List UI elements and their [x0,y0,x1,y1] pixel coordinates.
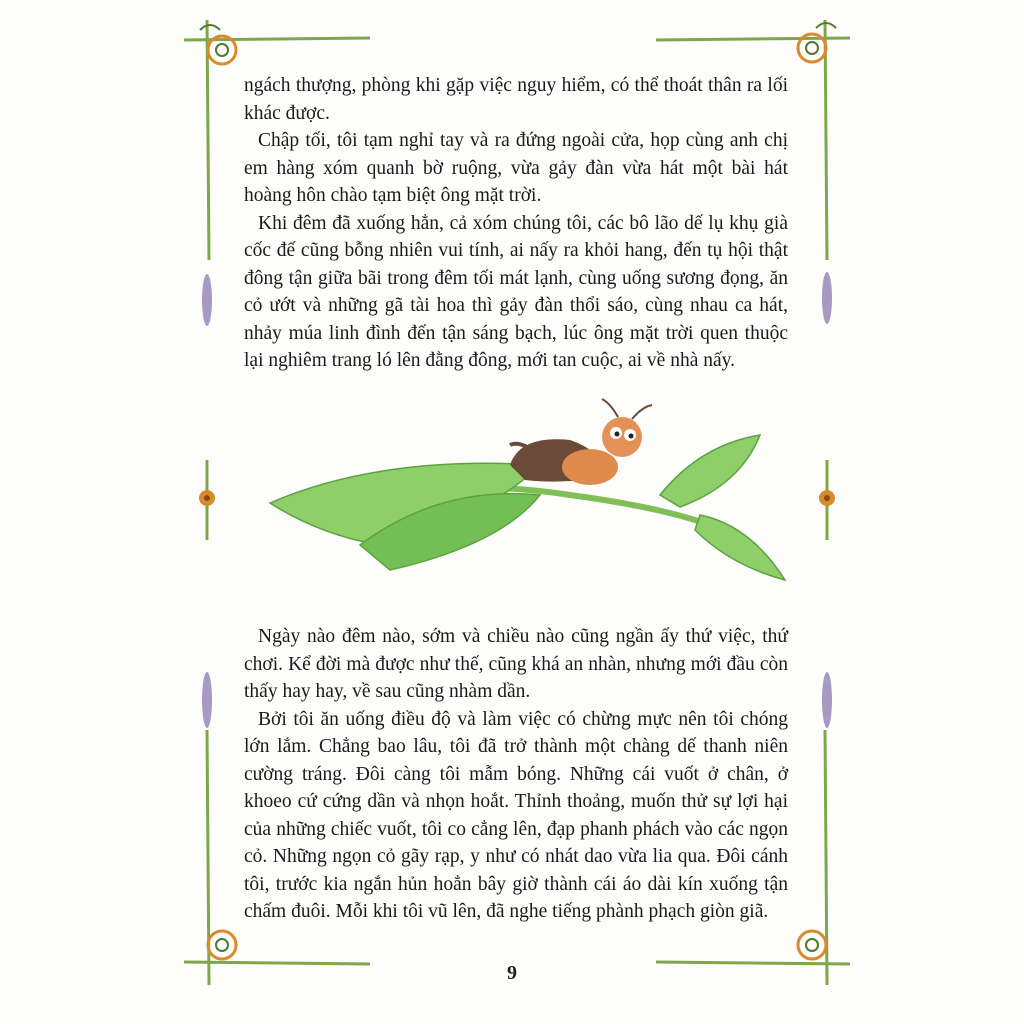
flower-ornament-left [199,460,215,540]
leaf [695,515,785,580]
lavender-ornament [822,272,832,324]
paragraph: Chập tối, tôi tạm nghỉ tay và ra đứng ngoài cửa, họp cùng anh chị em hàng xóm quanh bờ ruộng, vừa gảy đàn vừa hát một bài hát hoàng hôn chào tạm biệt ông mặt trời. [244,130,788,206]
cricket [510,399,652,485]
flower-ornament-right [819,460,835,540]
paragraph: ngách thượng, phòng khi gặp việc nguy hiểm, có thể thoát thân ra lối khác được. [244,75,788,124]
lavender-ornament [202,274,212,326]
page-number: 9 [507,962,517,984]
cricket-on-leaf-illustration [240,395,800,615]
lavender-ornament [202,672,212,728]
paragraph: Khi đêm đã xuống hẳn, cả xóm chúng tôi, các bô lão dế lụ khụ già cốc đế cũng bỗng nhiên vui tính, ai nấy ra khỏi hang, đến tụ hội thật đông tận giữa bãi trong đêm tối mát lạnh, cùng uống sương đọng, ăn cỏ ướt và những gã tài hoa thì gảy đàn thổi sáo, cùng nhau ca hát, nhảy múa linh đình đến tận sáng bạch, lúc ông mặt trời quen thuộc lại nghiêm trang ló lên đằng đông, mới tan cuộc, ai về nhà nấy. [244,212,788,371]
paragraph: Ngày nào đêm nào, sớm và chiều nào cũng ngần ấy thứ việc, thứ chơi. Kể đời mà được như thế, cũng khá an nhàn, nhưng mới đầu còn thấy hay hay, về sau cũng nhàm dần. [244,626,788,702]
paragraph: Bởi tôi ăn uống điều độ và làm việc có chừng mực nên tôi chóng lớn lắm. Chẳng bao lâu, tôi đã trở thành một chàng dế thanh niên cường tráng. Đôi càng tôi mẫm bóng. Những cái vuốt ở chân, ở khoeo cứ cứng dần và nhọn hoắt. Thỉnh thoảng, muốn thử sự lợi hại của những chiếc vuốt, tôi co cẳng lên, đạp phanh phách vào các ngọn cỏ. Những ngọn cỏ gãy rạp, y như có nhát dao vừa lia qua. Đôi cánh tôi, trước kia ngắn hủn hoẳn bây giờ thành cái áo dài kín xuống tận chấm đuôi. Mỗi khi tôi vũ lên, đã nghe tiếng phành phạch giòn giã. [244,708,788,922]
text-block-bottom [244,623,788,926]
leaf [660,435,760,507]
text-block-top [244,72,788,375]
lavender-ornament [822,672,832,728]
